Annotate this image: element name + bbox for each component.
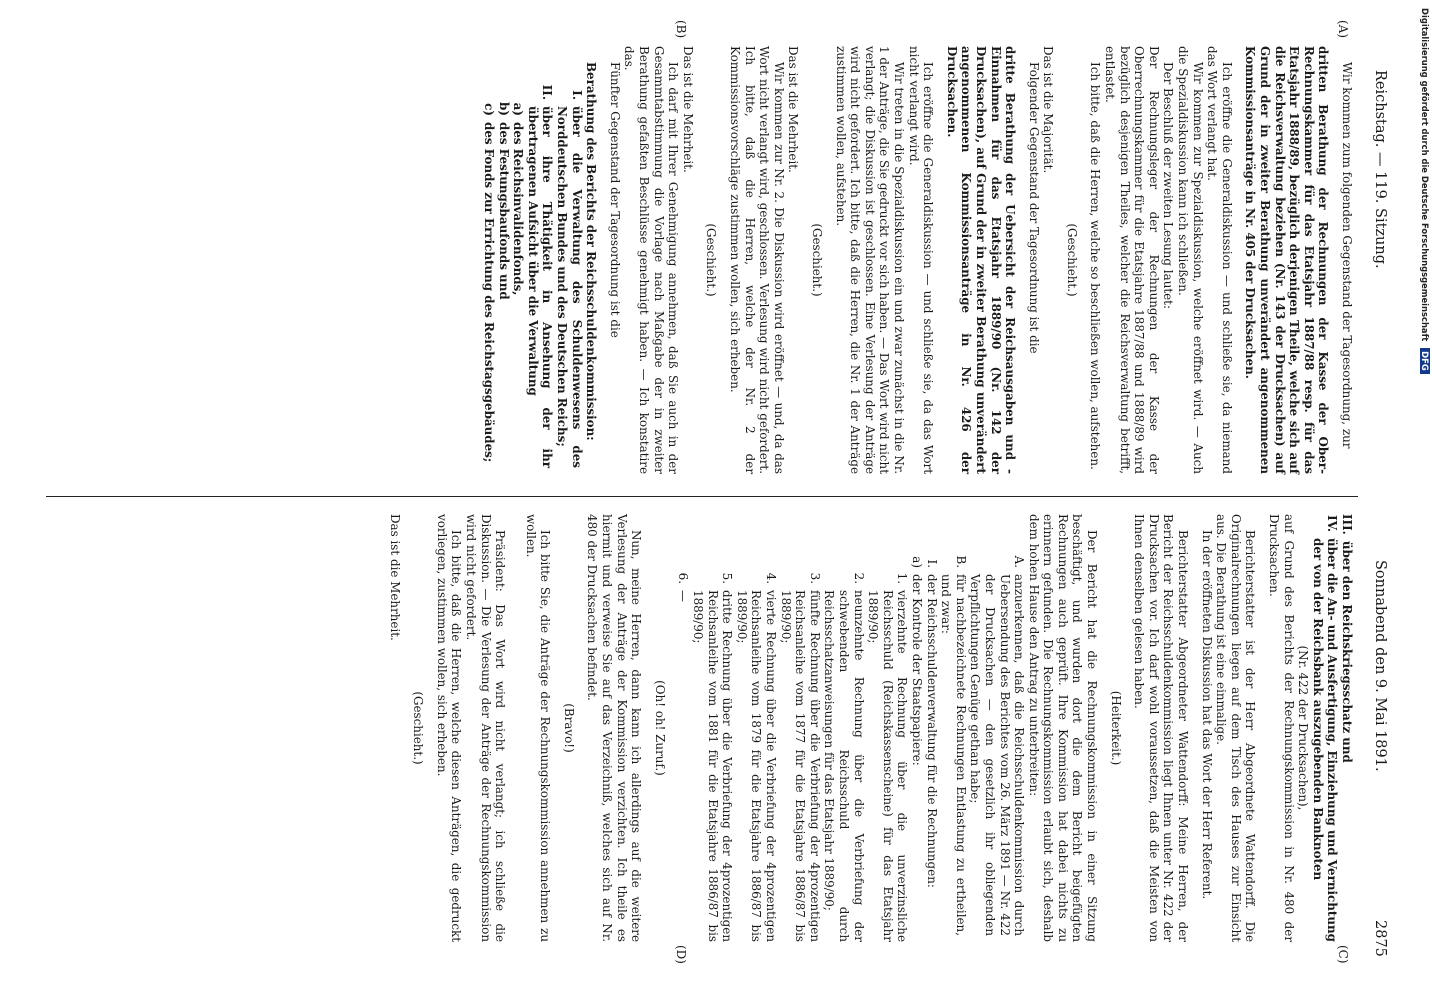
- right-column: [387, 514, 1354, 942]
- list-item: B. für nachbezeichnete Rechnungen Entlastung zu ertheilen, und zwar:: [939, 555, 968, 936]
- digitization-credit: Digitalisierung gefördert durch die Deutsche Forschungsgemeinschaft: [1420, 8, 1430, 342]
- list-item: b) des Festungsbaufonds und: [496, 102, 511, 300]
- left-column: [482, 46, 1354, 474]
- list-item: 6. —: [676, 572, 691, 602]
- paragraph: Das ist die Mehrheit.: [786, 46, 801, 173]
- agenda-item-title: dritte Berathung der Uebersicht der Reichsausgaben und -Einnahmen für das Etatsjahr 1889/90 (Nr. 142 der Drucksachen), auf Grund der in zweiter Berathung unverändert angenommenen Kommissionsanträge in Nr. 426 der Drucksachen.: [944, 46, 1018, 474]
- list-item: I. über die Verwaltung des Schuldenwesens des Norddeutschen Bundes und des Deutschen Reichs;: [555, 90, 584, 468]
- speech-paragraph: Nun, meine Herren, dann kann ich allerdings auf die weitere Verlesung der Anträge der Kommission verzichten. Ich theile es hiermit und verweise Sie auf das Verzeichniß, welches sich auf Nr. 480 der Drucksachen befindet.: [585, 514, 644, 942]
- stage-direction: (Bravo!): [561, 703, 576, 753]
- paragraph: (Nr. 422 der Drucksachen),: [1296, 645, 1311, 811]
- list-item: 5. dritte Rechnung über die Verbriefung der 4prozentigen Reichsanleihe vom 1881 für die Etatsjahre 1886/87 bis 1889/90;: [691, 572, 735, 942]
- agenda-item-title: Berathung des Berichts der Reichsschuldenkommission:: [584, 62, 599, 441]
- list-item: a) des Reichsinvalidenfonds,: [511, 102, 526, 296]
- paragraph: auf Grund des Berichts der Rechnungskommission in Nr. 480 der Drucksachen.: [1267, 514, 1296, 942]
- header-center: Sonnabend den 9. Mai 1891.: [1372, 560, 1388, 772]
- paragraph: Ich eröffne die Generaldiskussion — und schließe sie, da das Wort nicht verlangt wird.: [906, 46, 936, 474]
- paragraph: Ich darf mit Ihrer Genehmigung annehmen, daß Sie auch in der Gesammtabstimmung die Vorlage nach Maßgabe der in zweiter Berathung gefaßten Beschlüsse genehmigt haben. — Ich konstatire das.: [622, 46, 681, 474]
- margin-marker-b: (B): [674, 20, 688, 39]
- stage-direction: (Geschieht.): [810, 223, 824, 297]
- stage-direction: (Geschieht.): [704, 223, 719, 297]
- list-item: I. der Reichsschuldenverwaltung für die Rechnungen:: [924, 559, 939, 888]
- speech-paragraph: Berichterstatter Abgeordneter Wattendorff: Meine Herren, der Bericht der Reichsschuldenkommission liegt Ihnen unter Nr. 422 der Drucksachen vor. Ich darf wohl voraussetzen, daß die Meisten von Ihnen denselben gelesen haben.: [1132, 514, 1191, 942]
- stage-direction: (Oh! oh! Zuruf.): [652, 680, 667, 776]
- list-item: 2. neunzehnte Rechnung über die Verbriefung der schwebenden Reichsschuld durch Reichsschatzanweisungen für das Etatsjahr 1889/90;: [822, 572, 866, 942]
- list-item: A. anzuerkennen, daß die Reichsschuldenkommission durch Uebersendung des Berichtes vom 26. März 1891 — Nr. 422 der Drucksachen — den gesetzlich ihr obliegenden Verpflichtungen Genüge gethan habe;: [968, 555, 1027, 936]
- paragraph: Berichterstatter ist der Herr Abgeordnete Wattendorff. Die Originalrechnungen liegen auf dem Tisch des Hauses zur Einsicht aus. Die Berathung ist eine einmalige.: [1214, 514, 1258, 942]
- list-item: 4. vierte Rechnung über die Verbriefung der 4prozentigen Reichsanleihe vom 1879 für die Etatsjahre 1886/87 bis 1889/90;: [734, 572, 779, 942]
- dfg-logo: DFG: [1420, 348, 1430, 374]
- margin-marker-d: (D): [674, 945, 688, 964]
- list-item: III. über den Reichskriegsschatz und: [1340, 514, 1354, 763]
- list-item: 3. fünfte Rechnung über die Verbriefung der 4prozentigen Reichsanleihe vom 1877 für die Etatsjahre 1886/87 bis 1889/90;: [778, 572, 822, 942]
- column-divider: [46, 496, 1358, 497]
- paragraph: Wir kommen zur Nr. 2. Die Diskussion wird eröffnet — und, da das Wort nicht verlangt wird, geschlossen. Verlesung wird nicht gefordert. Ich bitte, daß die Herren, welche der Nr. 2 der Kommissionsvorschläge zustimmen wollen, sich erheben.: [728, 46, 786, 474]
- paragraph: Der Bericht hat die Rechnungskommission in einer Sitzung beschäftigt, und wurden dort die dem Bericht beigefügten Rechnungen auch geprüft. Ihre Kommission hat dabei nichts zu erinnern gefunden. Die Rechnungskommission erlaubt sich, deshalb dem hohen Hause den Antrag zu unterbreiten:: [1026, 514, 1100, 942]
- list-item: a) der Kontrole der Staatspapiere:: [909, 556, 924, 766]
- paragraph: Folgender Gegenstand der Tagesordnung ist die: [1026, 62, 1041, 354]
- margin-marker-a: (A): [1336, 20, 1350, 39]
- president-statement: Präsident: Das Wort wird nicht verlangt; ich schließe die Diskussion. — Die Verlesung der Anträge der Rechnungskommission wird nicht gefordert.: [463, 514, 508, 942]
- resolution-text: Der Rechnungsleger der Rechnungen der Kasse der Oberrechnungskammer für die Etatsjahre 1887/88 und 1888/89 wird bezüglich desjenigen Theiles, welcher die Reichsverwaltung betrifft, entlastet.: [1103, 46, 1161, 474]
- paragraph: Wir kommen zur Spezialdiskussion, welche eröffnet wird. — Auch die Spezialdiskussion kann ich schließen.: [1176, 46, 1205, 474]
- document-page: [16, 0, 1416, 1000]
- paragraph: Ich bitte Sie, die Anträge der Rechnungskommission annehmen zu wollen.: [523, 514, 553, 942]
- digitization-credit-strip: [1416, 0, 1432, 1000]
- page-number: 2875: [1372, 920, 1388, 957]
- list-item: II. über ihre Thätigkeit in Ansehung der ihr übertragenen Aufsicht über die Verwaltung: [525, 84, 555, 468]
- paragraph: Wir treten in die Spezialdiskussion ein und zwar zunächst in die Nr. 1 der Anträge, die Sie gedruckt vor sich haben. — Das Wort wird nicht verlangt; die Diskussion ist geschlossen. Eine Verlesung der Anträge wird nicht gefordert. Ich bitte, daß die Herren, die Nr. 1 der Anträge zustimmen wollen, aufstehen.: [833, 46, 906, 474]
- paragraph: In der eröffneten Diskussion hat das Wort der Herr Referent.: [1199, 530, 1214, 900]
- paragraph: Ich bitte, daß die Herren, welche diesen Anträgen, die gedruckt vorliegen, zustimmen wollen, sich erheben.: [434, 514, 464, 942]
- list-item: 1. vierzehnte Rechnung über die unverzinsliche Reichsschuld (Reichskassenscheine) für das Etatsjahr 1889/90;: [866, 572, 910, 942]
- stage-direction: (Geschieht.): [1064, 223, 1079, 297]
- paragraph: Der Beschluß der zweiten Lesung lautet:: [1161, 62, 1176, 309]
- list-item: IV. über die An- und Ausfertigung, Einziehung und Vernichtung der von der Reichsbank auszugebenden Banknoten: [1310, 515, 1340, 942]
- stage-direction: (Geschieht.): [411, 691, 426, 765]
- paragraph: Das ist die Mehrheit.: [387, 514, 402, 641]
- paragraph: Das ist die Majorität.: [1041, 46, 1056, 174]
- header-left: Reichstag. — 119. Sitzung.: [1372, 70, 1388, 269]
- paragraph: Wir kommen zum folgenden Gegenstand der Tagesordnung, zur: [1340, 62, 1354, 449]
- paragraph: Ich bitte, daß die Herren, welche so beschließen wollen, aufstehen.: [1088, 62, 1103, 470]
- paragraph: Das ist die Mehrheit.: [680, 46, 695, 173]
- list-item: c) des Fonds zur Errichtung des Reichstagsgebäudes;: [482, 103, 497, 463]
- paragraph: Ich eröffne die Generaldiskussion — und schließe sie, da niemand das Wort verlangt hat.: [1205, 46, 1234, 474]
- stage-direction: (Heiterkeit.): [1108, 690, 1123, 766]
- margin-marker-c: (C): [1336, 945, 1350, 964]
- agenda-item-title: dritten Berathung der Rechnungen der Kasse der Ober-Rechnungskammer für das Etatsjahr 1887/88 resp. für das Etatsjahr 1888/89, bezüglich derjenigen Theile, welche sich auf die Reichsverwaltung beziehen (Nr. 143 der Drucksachen) auf Grund der in zweiter Berathung unverändert angenommenen Kommissionsanträge in Nr. 405 der Drucksachen.: [1243, 46, 1331, 474]
- paragraph: Fünfter Gegenstand der Tagesordnung ist die: [607, 62, 622, 338]
